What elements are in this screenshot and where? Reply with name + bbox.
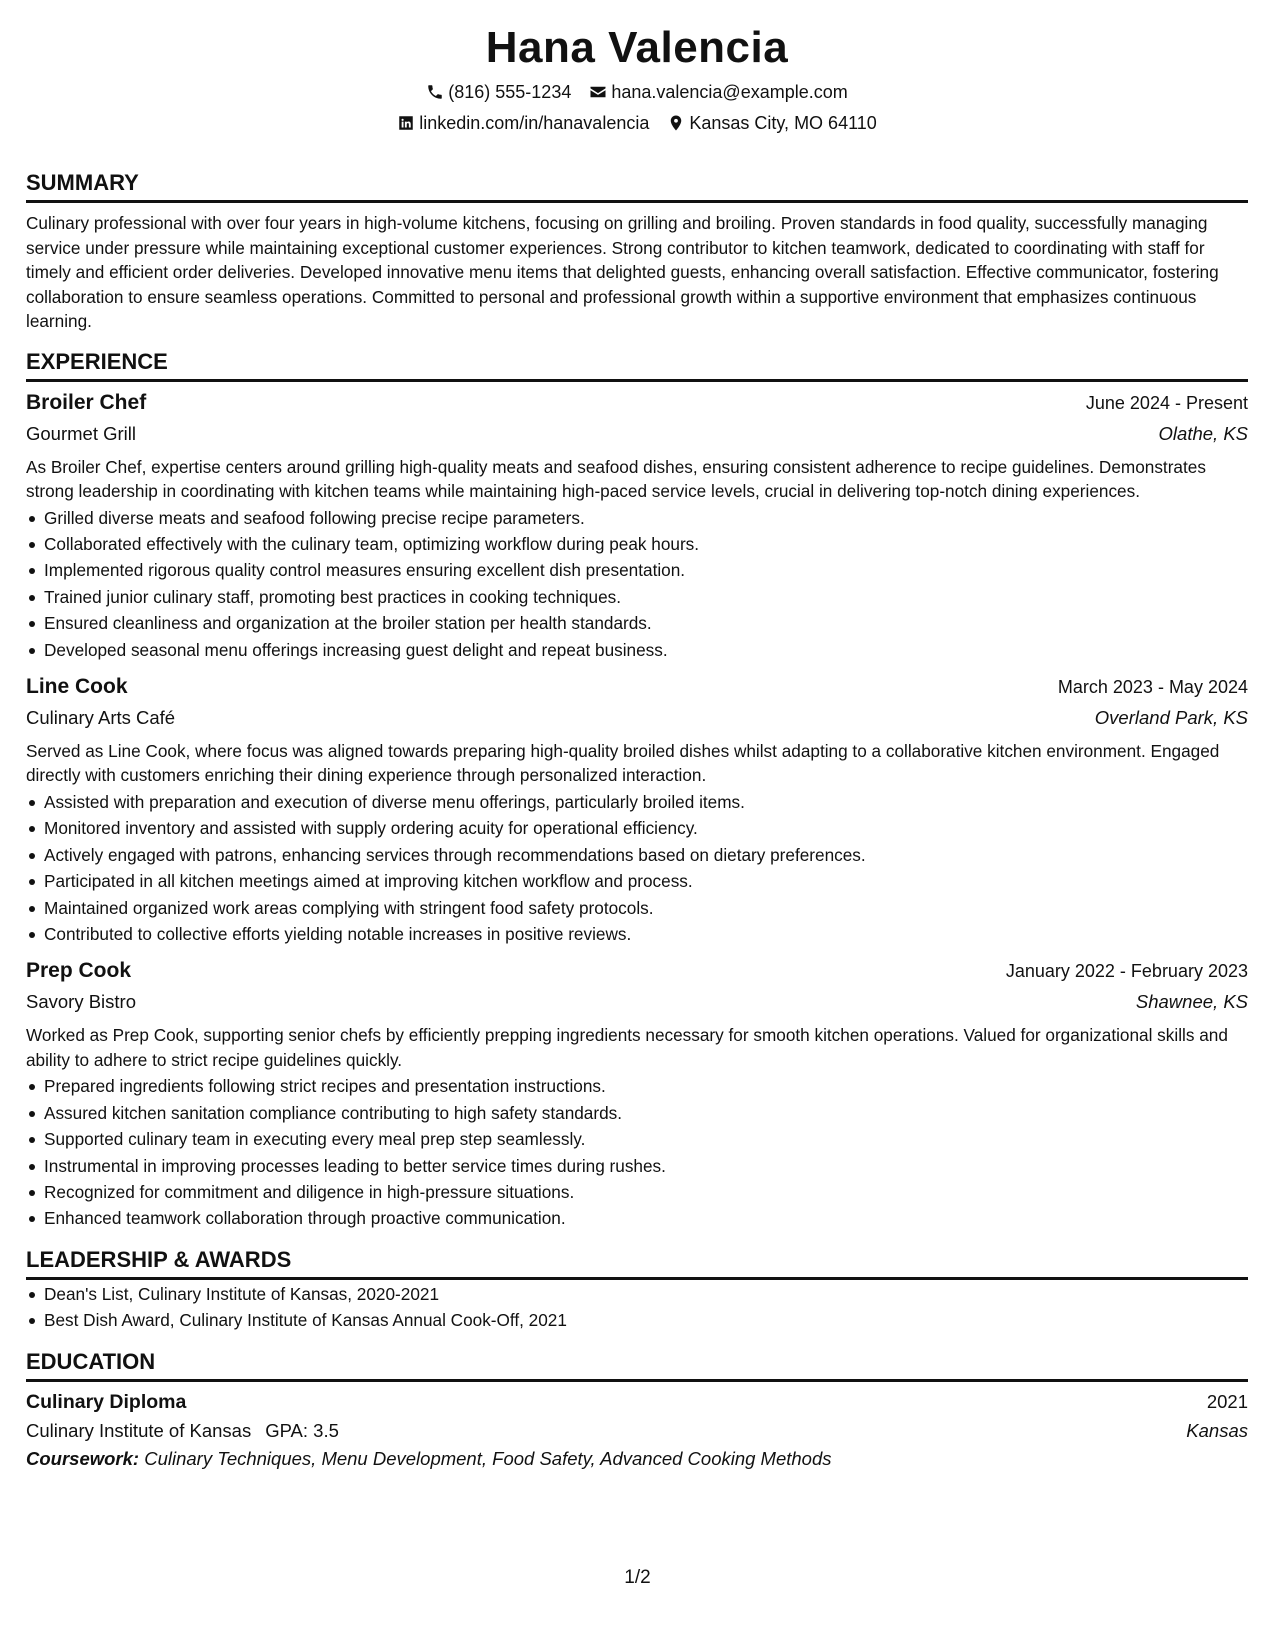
job-description: Worked as Prep Cook, supporting senior chefs by efficiently prepping ingredients necessary for smooth kitchen operations. Valued for organizational skills and ability to adhere to strict recipe guidelines quickly. <box>26 1025 1228 1070</box>
linkedin-icon <box>397 114 415 132</box>
coursework-list: Culinary Techniques, Menu Development, Food Safety, Advanced Cooking Methods <box>144 1447 832 1469</box>
experience-heading: EXPERIENCE <box>26 348 1248 382</box>
list-item: Contributed to collective efforts yielding notable increases in positive reviews. <box>26 921 1248 947</box>
email-contact[interactable] <box>589 80 847 104</box>
education-school: Culinary Institute of Kansas <box>26 1419 252 1441</box>
job-entry <box>26 957 1248 1231</box>
list-item: Implemented rigorous quality control measures ensuring excellent dish presentation. <box>26 557 1248 583</box>
list-item: Enhanced teamwork collaboration through proactive communication. <box>26 1205 1248 1231</box>
job-bullets <box>26 1073 1248 1231</box>
job-dates: June 2024 - Present <box>1085 392 1248 413</box>
job-description: Served as Line Cook, where focus was aligned towards preparing high-quality broiled dishes whilst adapting to a collaborative kitchen environment. Engaged directly with customers enriching their dining experience through personalized interaction. <box>26 740 1220 786</box>
list-item: Monitored inventory and assisted with supply ordering acuity for operational efficiency. <box>26 815 1248 841</box>
job-location: Shawnee, KS <box>1135 991 1248 1013</box>
summary-text: Culinary professional with over four years in high-volume kitchens, focusing on grilling and broiling. Proven standards in food quality, successfully managing service under pressure while maintaining exceptional customer experiences. Strong contributor to kitchen teamwork, dedicated to coordinating with staff for timely and efficient order deliveries. Developed innovative menu items that delighted guests, enhancing overall satisfaction. Effective communicator, fostering collaboration to ensure seamless operations. Committed to personal and professional growth within a supportive environment that emphasizes continuous learning. <box>26 213 1219 331</box>
list-item: Dean's List, Culinary Institute of Kansas, 2020-2021 <box>26 1281 1248 1307</box>
awards-heading: LEADERSHIP & AWARDS <box>26 1246 1248 1280</box>
list-item: Prepared ingredients following strict recipes and presentation instructions. <box>26 1073 1248 1099</box>
list-item: Assisted with preparation and execution of diverse menu offerings, particularly broiled items. <box>26 789 1248 815</box>
education-degree: Culinary Diploma <box>26 1390 187 1413</box>
job-title: Line Cook <box>26 674 128 698</box>
location-contact <box>667 111 876 135</box>
list-item: Supported culinary team in executing every meal prep step seamlessly. <box>26 1126 1248 1152</box>
page-number: 1/2 <box>624 1567 651 1588</box>
contact-row-primary <box>26 80 1248 104</box>
list-item: Maintained organized work areas complying with stringent food safety protocols. <box>26 895 1248 921</box>
phone-contact <box>426 80 571 104</box>
phone-icon <box>426 83 444 101</box>
linkedin-contact[interactable] <box>397 111 649 135</box>
job-title: Prep Cook <box>26 959 132 983</box>
job-entry <box>26 673 1248 947</box>
envelope-icon <box>589 83 607 101</box>
education-gpa: GPA: 3.5 <box>265 1419 339 1441</box>
list-item: Trained junior culinary staff, promoting best practices in cooking techniques. <box>26 584 1248 610</box>
summary-heading: SUMMARY <box>26 169 1248 203</box>
job-location: Overland Park, KS <box>1094 706 1248 728</box>
list-item: Best Dish Award, Culinary Institute of Kansas Annual Cook-Off, 2021 <box>26 1307 1248 1333</box>
list-item: Collaborated effectively with the culinary team, optimizing workflow during peak hours. <box>26 531 1248 557</box>
list-item: Instrumental in improving processes leading to better service times during rushes. <box>26 1153 1248 1179</box>
job-bullets <box>26 505 1248 663</box>
education-heading: EDUCATION <box>26 1348 1248 1382</box>
job-title: Broiler Chef <box>26 390 147 414</box>
job-description: As Broiler Chef, expertise centers around grilling high-quality meats and seafood dishes, ensuring consistent adherence to recipe guidelines. Demonstrates strong leadership in coordinating with kitchen teams while maintaining high-paced service levels, crucial in delivering top-notch dining experiences. <box>26 456 1206 501</box>
job-company: Gourmet Grill <box>26 422 136 444</box>
list-item: Assured kitchen sanitation compliance contributing to high safety standards. <box>26 1100 1248 1126</box>
job-company: Savory Bistro <box>26 991 137 1013</box>
list-item: Developed seasonal menu offerings increasing guest delight and repeat business. <box>26 637 1248 663</box>
linkedin-link[interactable]: linkedin.com/in/hanavalencia <box>419 113 650 133</box>
education-coursework <box>26 1445 1248 1473</box>
list-item: Grilled diverse meats and seafood following precise recipe parameters. <box>26 505 1248 531</box>
list-item: Participated in all kitchen meetings aimed at improving kitchen workflow and process. <box>26 868 1248 894</box>
job-location: Olathe, KS <box>1158 422 1248 444</box>
phone-text: (816) 555-1234 <box>448 82 572 102</box>
job-dates: January 2022 - February 2023 <box>1005 961 1248 982</box>
coursework-label: Coursework: <box>26 1447 140 1469</box>
awards-list <box>26 1281 1248 1334</box>
job-entry <box>26 389 1248 663</box>
education-year: 2021 <box>1206 1390 1248 1412</box>
candidate-name: Hana Valencia <box>485 23 789 72</box>
email-link[interactable]: hana.valencia@example.com <box>611 82 848 102</box>
job-company: Culinary Arts Café <box>26 706 176 728</box>
location-text: Kansas City, MO 64110 <box>689 113 877 133</box>
map-pin-icon <box>667 114 685 132</box>
contact-row-secondary <box>26 111 1248 135</box>
job-dates: March 2023 - May 2024 <box>1057 676 1248 697</box>
education-location: Kansas <box>1186 1419 1248 1441</box>
resume-page <box>26 20 1248 1473</box>
list-item: Ensured cleanliness and organization at the broiler station per health standards. <box>26 610 1248 636</box>
list-item: Recognized for commitment and diligence in high-pressure situations. <box>26 1179 1248 1205</box>
job-bullets <box>26 789 1248 947</box>
list-item: Actively engaged with patrons, enhancing services through recommendations based on dietary preferences. <box>26 842 1248 868</box>
